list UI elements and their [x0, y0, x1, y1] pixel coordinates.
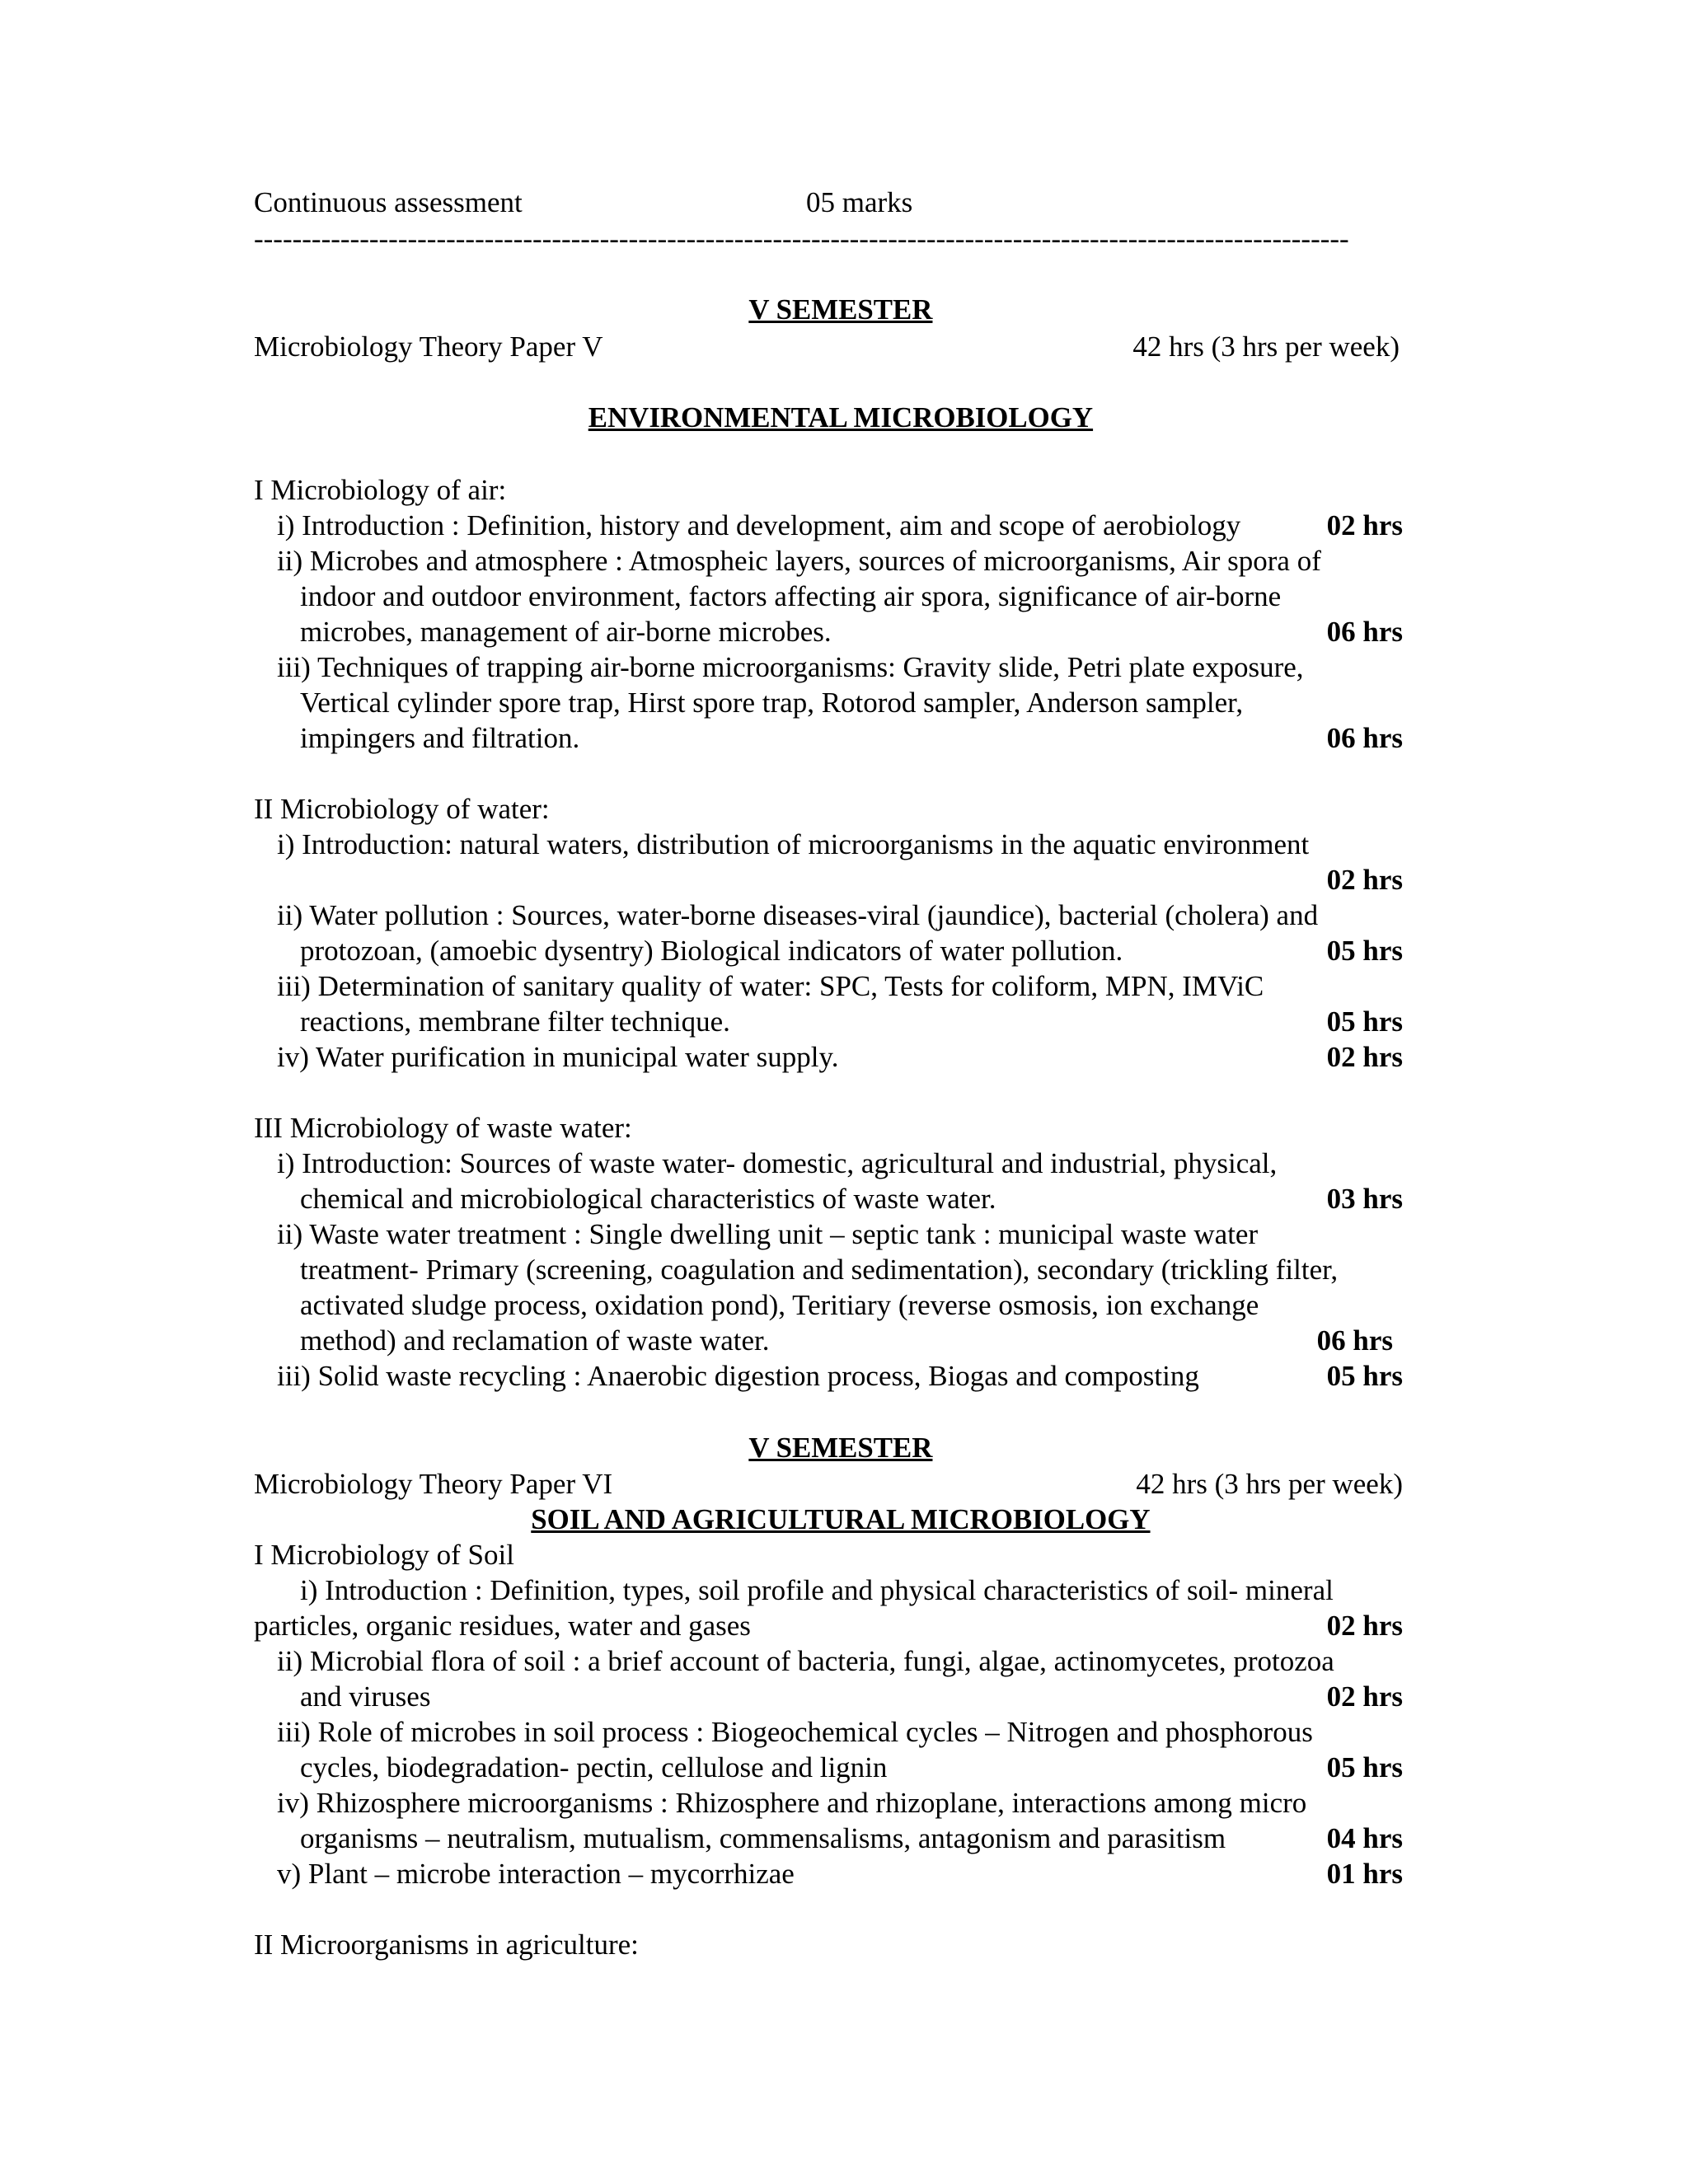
topic-hours: 03 hrs: [1326, 1183, 1403, 1215]
topic-text: ii) Waste water treatment : Single dwelling unit – septic tank : municipal waste water: [277, 1218, 1259, 1250]
topic-hours: 06 hrs: [1326, 722, 1403, 754]
topic-text: Vertical cylinder spore trap, Hirst spore trap, Rotorod sampler, Anderson sampler,: [300, 687, 1244, 719]
topic-text: chemical and microbiological characteristics of waste water.: [300, 1183, 996, 1215]
topic-text: particles, organic residues, water and gases: [254, 1610, 751, 1642]
topic-hours: 02 hrs: [1326, 1680, 1403, 1713]
topic-text: iv) Water purification in municipal water supply.: [277, 1041, 839, 1073]
topic-hours: 05 hrs: [1326, 1751, 1403, 1783]
topic-text: reactions, membrane filter technique.: [300, 1005, 730, 1038]
topic-text: activated sludge process, oxidation pond), Teritiary (reverse osmosis, ion exchange: [300, 1289, 1259, 1321]
paper-name: Microbiology Theory Paper VI: [254, 1468, 613, 1500]
topic-text: and viruses: [300, 1680, 431, 1713]
semester-heading: V SEMESTER: [748, 293, 933, 326]
unit-heading: I Microbiology of air:: [254, 474, 507, 506]
topic-text: iii) Techniques of trapping air-borne microorganisms: Gravity slide, Petri plate exposure,: [277, 651, 1304, 683]
topic-hours: 02 hrs: [1326, 864, 1403, 896]
unit-heading: II Microbiology of water:: [254, 793, 550, 825]
topic-text: indoor and outdoor environment, factors affecting air spora, significance of air-borne: [300, 580, 1282, 612]
topic-hours: 06 hrs: [1316, 1324, 1393, 1357]
topic-text: treatment- Primary (screening, coagulation and sedimentation), secondary (trickling filter,: [300, 1254, 1339, 1286]
topic-text: iv) Rhizosphere microorganisms : Rhizosphere and rhizoplane, interactions among micro: [277, 1787, 1307, 1819]
unit-heading: I Microbiology of Soil: [254, 1539, 514, 1571]
topic-text: protozoan, (amoebic dysentry) Biological indicators of water pollution.: [300, 935, 1123, 967]
topic-text: ii) Microbes and atmosphere : Atmospheic layers, sources of microorganisms, Air spora of: [277, 545, 1321, 577]
topic-text: i) Introduction : Definition, history and development, aim and scope of aerobiology: [277, 509, 1241, 541]
semester-heading: V SEMESTER: [748, 1432, 933, 1464]
topic-text: cycles, biodegradation- pectin, cellulose and lignin: [300, 1751, 888, 1783]
topic-hours: 05 hrs: [1326, 935, 1403, 967]
paper-title: SOIL AND AGRICULTURAL MICROBIOLOGY: [531, 1503, 1151, 1535]
paper-title: ENVIRONMENTAL MICROBIOLOGY: [588, 401, 1094, 434]
topic-text: method) and reclamation of waste water.: [300, 1324, 770, 1357]
continuous-assessment-label: Continuous assessment: [254, 186, 523, 218]
topic-text: organisms – neutralism, mutualism, commensalisms, antagonism and parasitism: [300, 1822, 1226, 1854]
topic-text: v) Plant – microbe interaction – mycorrhizae: [277, 1858, 795, 1890]
unit-heading: II Microorganisms in agriculture:: [254, 1929, 639, 1961]
topic-text: i) Introduction: Sources of waste water- domestic, agricultural and industrial, physical,: [277, 1147, 1278, 1179]
topic-text: ii) Water pollution : Sources, water-borne diseases-viral (jaundice), bacterial (cholera) and: [277, 899, 1319, 931]
topic-hours: 01 hrs: [1326, 1858, 1403, 1890]
marks-value: 05 marks: [806, 186, 913, 218]
paper-name: Microbiology Theory Paper V: [254, 330, 603, 363]
paper-hours: 42 hrs (3 hrs per week): [1136, 1468, 1403, 1500]
topic-text: i) Introduction : Definition, types, soil profile and physical characteristics of soil- mineral: [300, 1574, 1334, 1606]
separator-line: ------------------------------------------------------------------------------------------------------------------: [254, 223, 1349, 255]
topic-text: impingers and filtration.: [300, 722, 580, 754]
paper-hours: 42 hrs (3 hrs per week): [1132, 330, 1400, 363]
topic-text: iii) Role of microbes in soil process : Biogeochemical cycles – Nitrogen and phosphorous: [277, 1716, 1313, 1748]
topic-hours: 02 hrs: [1326, 1610, 1403, 1642]
unit-heading: III Microbiology of waste water:: [254, 1112, 632, 1144]
topic-hours: 04 hrs: [1326, 1822, 1403, 1854]
topic-text: i) Introduction: natural waters, distribution of microorganisms in the aquatic environment: [277, 828, 1310, 860]
topic-text: ii) Microbial flora of soil : a brief account of bacteria, fungi, algae, actinomycetes, protozoa: [277, 1645, 1334, 1677]
topic-hours: 02 hrs: [1326, 509, 1403, 541]
topic-text: iii) Solid waste recycling : Anaerobic digestion process, Biogas and composting: [277, 1360, 1199, 1392]
topic-hours: 05 hrs: [1326, 1005, 1403, 1038]
topic-hours: 05 hrs: [1326, 1360, 1403, 1392]
topic-hours: 06 hrs: [1326, 616, 1403, 648]
topic-text: microbes, management of air-borne microbes.: [300, 616, 832, 648]
topic-hours: 02 hrs: [1326, 1041, 1403, 1073]
topic-text: iii) Determination of sanitary quality of water: SPC, Tests for coliform, MPN, IMViC: [277, 970, 1264, 1002]
